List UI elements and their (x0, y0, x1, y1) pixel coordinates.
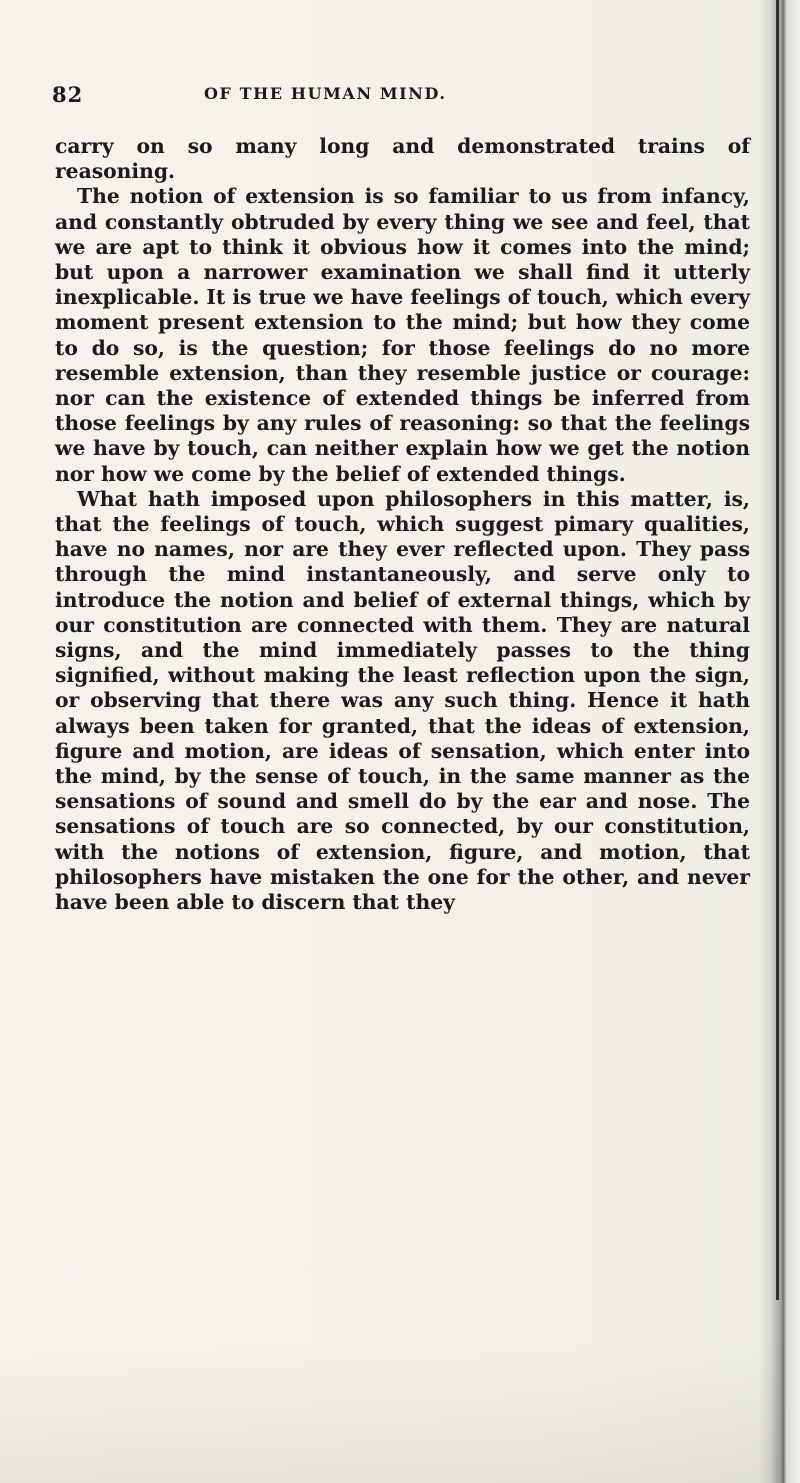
body-text (55, 134, 750, 915)
page-number: 82 (52, 82, 84, 107)
running-head: OF THE HUMAN MIND. (204, 84, 447, 103)
page-header (52, 82, 752, 108)
paragraph-philosophers: What hath imposed upon philosophers in this matter, is, that the feelings of touch, which suggest pimary qualities, have no names, nor are they ever reflected upon. They pass through the mind instantaneously, and serve only to introduce the notion and belief of external things, which by our constitution are connected with them. They are natural signs, and the mind immediately passes to the thing signified, without making the least reflection upon the sign, or observing that there was any such thing. Hence it hath always been taken for granted, that the ideas of extension, figure and motion, are ideas of sensation, which enter into the mind, by the sense of touch, in the same manner as the sensations of sound and smell do by the ear and nose. The sensations of touch are so connected, by our constitution, with the notions of extension, figure, and motion, that philosophers have mistaken the one for the other, and never have been able to discern that they (55, 486, 750, 915)
paragraph-extension: The notion of extension is so familiar to us from infancy, and constantly obtruded by every thing we see and feel, that we are apt to think it obvious how it comes into the mind; but upon a narrower examination we shall find it utterly inexplicable. It is true we have feelings of touch, which every moment present extension to the mind; but how they come to do so, is the question; for those feelings do no more resemble extension, than they resemble justice or courage: nor can the existence of extended things be inferred from those feelings by any rules of reasoning: so that the feelings we have by touch, can neither explain how we get the notion nor how we come by the belief of extended things. (55, 184, 750, 486)
page-bottom-shade (0, 1343, 800, 1483)
paragraph-continuation: carry on so many long and demonstrated trains of reasoning. (55, 134, 750, 184)
book-binding-edge (758, 0, 800, 1483)
